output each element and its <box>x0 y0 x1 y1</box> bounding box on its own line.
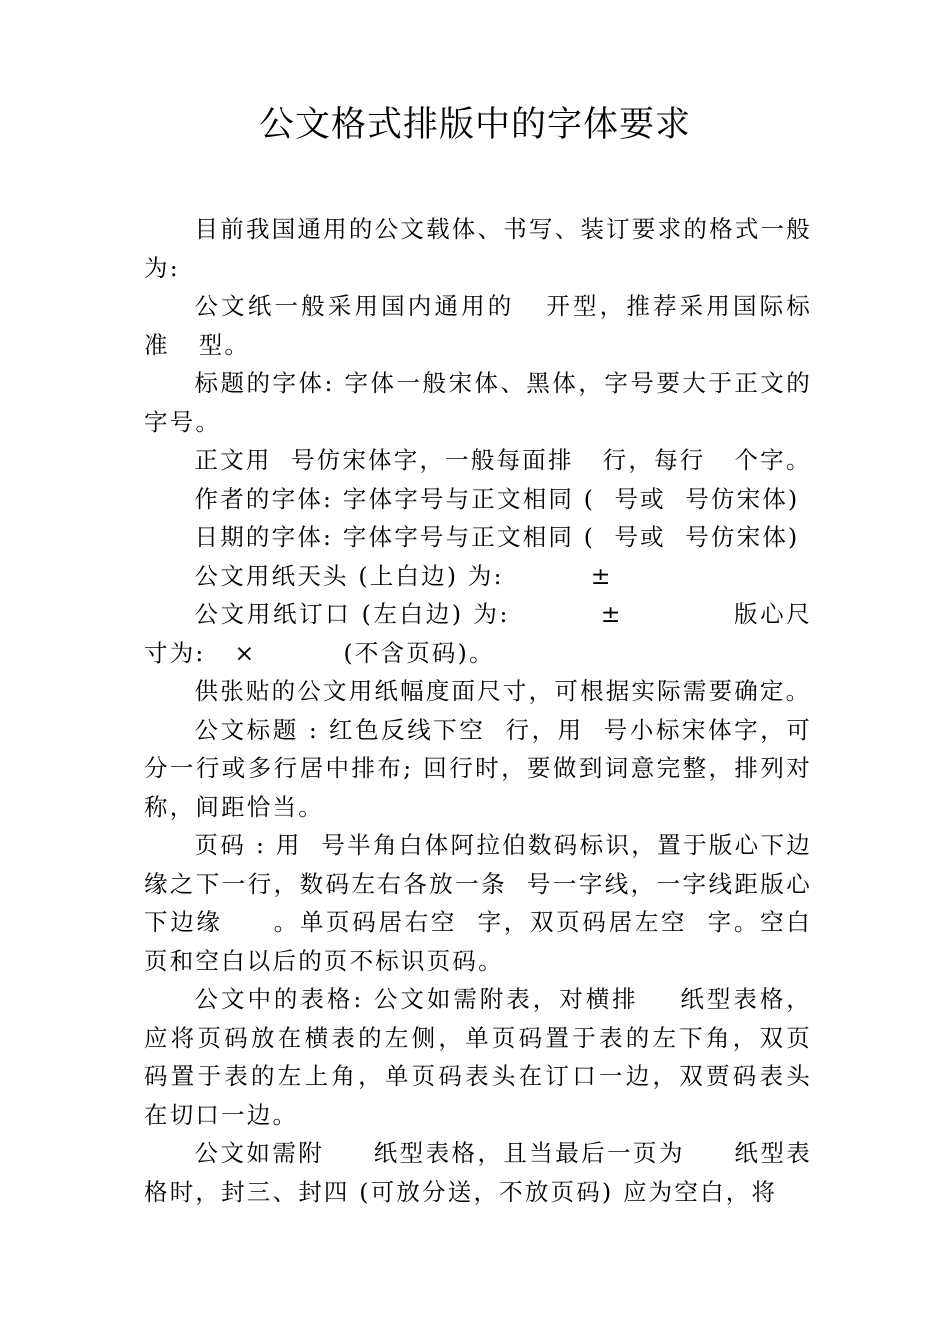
paragraph-document-title-format: 公文标题 : 红色反线下空 行，用 号小标宋体字，可分一行或多行居中排布; 回行时，要做到词意完整，排列对称，间距恰当。 <box>144 715 812 821</box>
paragraph-attached-tables: 公文如需附 纸型表格，且当最后一页为 纸型表格时，封三、封四 (可放分送，不放页码) 应为空白，将 <box>144 1139 812 1206</box>
paragraph-title-font: 标题的字体: 字体一般宋体、黑体，字号要大于正文的字号。 <box>144 369 812 436</box>
paragraph-body-font: 正文用 号仿宋体字，一般每面排 行，每行 个字。 <box>194 446 812 474</box>
paragraph-tables: 公文中的表格: 公文如需附表，对横排 纸型表格，应将页码放在横表的左侧，单页码置于表的左下角，双页码置于表的左上角，单页码表头在订口一边，双贾码表头在切口一边。 <box>144 985 812 1129</box>
document-title: 公文格式排版中的字体要求 <box>258 105 691 145</box>
paragraph-date-font: 日期的字体: 字体字号与正文相同 ( 号或 号仿宋体) <box>194 523 800 551</box>
paragraph-page-number: 页码 : 用 号半角白体阿拉伯数码标识，置于版心下边缘之下一行，数码左右各放一条 号一字线，一字线距版心下边缘 。单页码居右空 字，双页码居左空 字。空白页和空白以后的页不标识页码。 <box>144 831 812 975</box>
paragraph-paper-size: 公文纸一般采用国内通用的 开型，推荐采用国际标准 型。 <box>144 292 812 359</box>
paragraph-poster-size: 供张贴的公文用纸幅度面尺寸，可根据实际需要确定。 <box>194 677 812 705</box>
paragraph-author-font: 作者的字体: 字体字号与正文相同 ( 号或 号仿宋体) <box>194 484 800 513</box>
document-body <box>144 210 812 1211</box>
paragraph-intro: 目前我国通用的公文载体、书写、装订要求的格式一般为: <box>144 215 812 282</box>
paragraph-top-margin: 公文用纸天头 (上白边) 为: ± <box>194 561 613 590</box>
paragraph-left-margin: 公文用纸订口 (左白边) 为: ± 版心尺寸为: × (不含页码)。 <box>144 600 812 667</box>
